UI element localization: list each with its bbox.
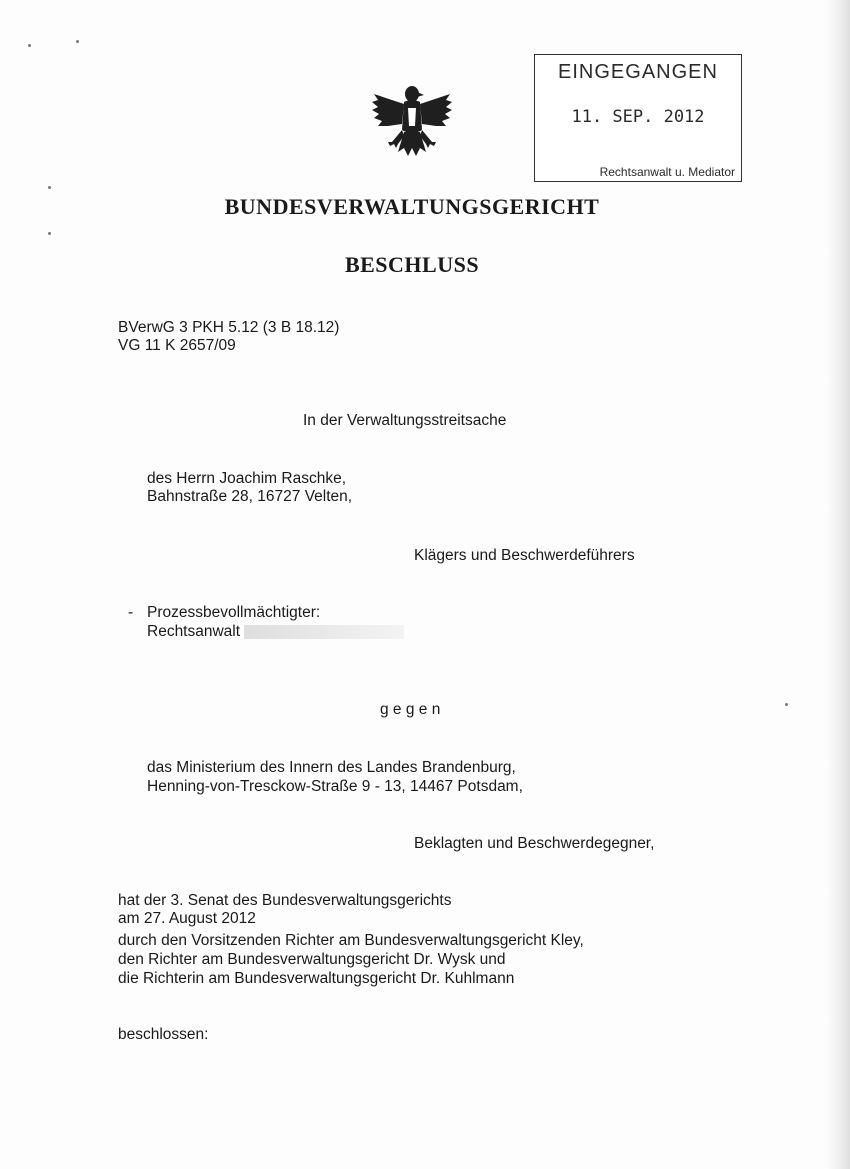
scan-edge-shadow [826, 0, 850, 1169]
judge-third: die Richterin am Bundesverwaltungsgericht Dr. Kuhlmann [118, 970, 515, 987]
lower-court-reference: VG 11 K 2657/09 [118, 337, 236, 354]
defendant-address: Henning-von-Tresckow-Straße 9 - 13, 14467 Potsdam, [147, 778, 523, 795]
court-name: BUNDESVERWALTUNGSGERICHT [224, 194, 600, 219]
decided-line: beschlossen: [118, 1026, 209, 1043]
senate-line: hat der 3. Senat des Bundesverwaltungsgerichts [118, 892, 452, 909]
case-number: BVerwG 3 PKH 5.12 (3 B 18.12) [118, 319, 340, 336]
scan-speck [785, 703, 788, 706]
stamp-footer: Rechtsanwalt u. Mediator [599, 165, 735, 179]
federal-eagle-emblem [368, 80, 456, 164]
scan-speck [28, 44, 31, 47]
plaintiff-role: Klägers und Beschwerdeführers [414, 547, 635, 564]
scan-speck [76, 40, 79, 43]
versus-line: g e g e n [380, 701, 441, 718]
judge-presiding: durch den Vorsitzenden Richter am Bundesverwaltungsgericht Kley, [118, 932, 584, 949]
redacted-name [244, 625, 404, 639]
counsel-label: Prozessbevollmächtigter: [147, 604, 321, 621]
judge-second: den Richter am Bundesverwaltungsgericht Dr. Wysk und [118, 951, 506, 968]
counsel-dash: - [128, 604, 134, 621]
plaintiff-address: Bahnstraße 28, 16727 Velten, [147, 488, 353, 505]
stamp-date: 11. SEP. 2012 [571, 107, 705, 127]
plaintiff-name: des Herrn Joachim Raschke, [147, 470, 346, 487]
defendant-name: das Ministerium des Innern des Landes Brandenburg, [147, 759, 516, 776]
scan-speck [48, 186, 51, 189]
scan-speck [48, 232, 51, 235]
intro-line: In der Verwaltungsstreitsache [303, 412, 507, 429]
defendant-role: Beklagten und Beschwerdegegner, [414, 835, 655, 852]
document-type: BESCHLUSS [344, 252, 480, 277]
counsel-name: Rechtsanwalt [147, 623, 241, 640]
stamp-title: EINGEGANGEN [558, 61, 718, 83]
received-stamp [534, 54, 742, 182]
decision-date: am 27. August 2012 [118, 910, 256, 927]
counsel-line [147, 622, 404, 642]
